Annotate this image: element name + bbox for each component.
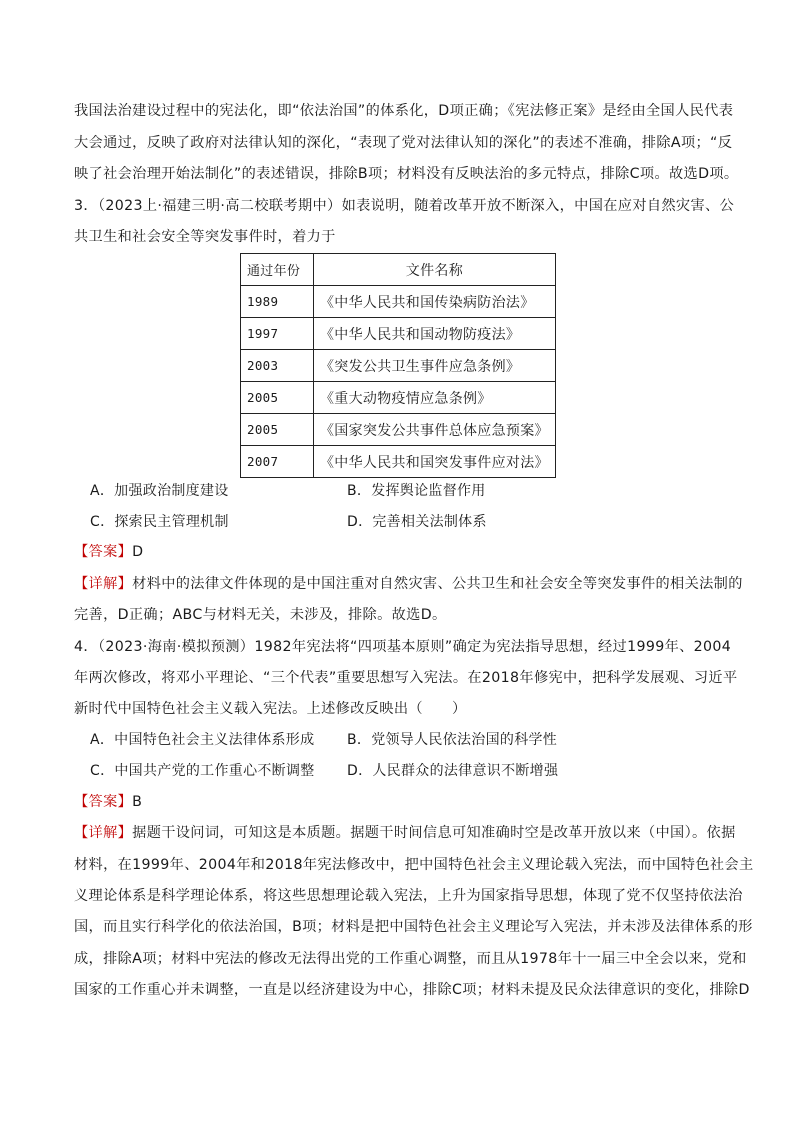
q4-stem-line-1: 4．（2023·海南·模拟预测）1982年宪法将“四项基本原则”确定为宪法指导思想，经过1999年、2004 — [74, 639, 732, 655]
answer-label: 【答案】 — [74, 794, 133, 810]
table-header-name: 文件名称 — [314, 254, 556, 286]
q3-detail-line-2: 完善，D正确；ABC与材料无关，未涉及，排除。故选D。 — [74, 607, 447, 623]
table-cell-name: 《中华人民共和国动物防疫法》 — [314, 318, 556, 350]
table-cell-year: 2007 — [241, 446, 314, 478]
table-cell-name: 《国家突发公共事件总体应急预案》 — [314, 414, 556, 446]
table-cell-name: 《重大动物疫情应急条例》 — [314, 382, 556, 414]
q4-stem-line-3: 新时代中国特色社会主义载入宪法。上述修改反映出（ ） — [74, 701, 467, 717]
table-cell-year: 2003 — [241, 350, 314, 382]
table-cell-year: 1989 — [241, 286, 314, 318]
intro-line-1: 我国法治建设过程中的宪法化，即“依法治国”的体系化，D项正确；《宪法修正案》是经由全国人民代表 — [74, 103, 734, 119]
q4-detail-line-3: 义理论体系是科学理论体系，将这些思想理论载入宪法，上升为国家指导思想，体现了党不仅坚持依法治 — [74, 888, 743, 904]
table-cell-name: 《中华人民共和国传染病防治法》 — [314, 286, 556, 318]
answer-label: 【答案】 — [74, 544, 133, 560]
q3-option-a: A．加强政治制度建设 — [90, 483, 229, 499]
q3-answer — [74, 542, 734, 562]
q4-detail-line-1 — [74, 823, 734, 843]
q4-answer — [74, 792, 734, 812]
detail-text: 材料中的法律文件体现的是中国注重对自然灾害、公共卫生和社会安全等突发事件的相关法制的 — [132, 576, 743, 592]
table-cell-name: 《中华人民共和国突发事件应对法》 — [314, 446, 556, 478]
detail-text: 据题干设问词，可知这是本质题。据题干时间信息可知准确时空是改革开放以来（中国）。依据 — [132, 825, 736, 841]
detail-label: 【详解】 — [74, 825, 133, 841]
table-header-row — [241, 254, 556, 286]
q3-option-c: C．探索民主管理机制 — [90, 514, 229, 530]
table-row — [241, 286, 556, 318]
q3-detail-line-1 — [74, 574, 743, 594]
q4-detail-line-2: 材料，在1999年、2004年和2018年宪法修改中，把中国特色社会主义理论载入宪法，而中国特色社会主 — [74, 857, 754, 873]
q4-option-d: D．人民群众的法律意识不断增强 — [347, 763, 559, 779]
detail-label: 【详解】 — [74, 576, 133, 592]
table-row — [241, 318, 556, 350]
q3-option-d: D．完善相关法制体系 — [347, 514, 487, 530]
table-row — [241, 382, 556, 414]
q4-stem-line-2: 年两次修改，将邓小平理论、“三个代表”重要思想写入宪法。在2018年修宪中，把科学发展观、习近平 — [74, 670, 738, 686]
table-cell-year: 2005 — [241, 414, 314, 446]
table-row — [241, 414, 556, 446]
q3-stem-line-1: 3．（2023上·福建三明·高二校联考期中）如表说明，随着改革开放不断深入，中国在应对自然灾害、公 — [74, 198, 735, 214]
q4-option-a: A．中国特色社会主义法律体系形成 — [90, 732, 315, 748]
q4-option-b: B．党领导人民依法治国的科学性 — [347, 732, 558, 748]
table-row — [241, 350, 556, 382]
table-cell-year: 1997 — [241, 318, 314, 350]
table-cell-year: 2005 — [241, 382, 314, 414]
answer-value: D — [132, 544, 144, 560]
q3-stem-line-2: 共卫生和社会安全等突发事件时，着力于 — [74, 229, 336, 245]
q3-option-b: B．发挥舆论监督作用 — [347, 483, 486, 499]
intro-line-2: 大会通过，反映了政府对法律认知的深化，“表现了党对法律认知的深化”的表述不准确，排除A项；“反 — [74, 135, 733, 151]
q4-detail-line-4: 国，而且实行科学化的依法治国，B项；材料是把中国特色社会主义理论写入宪法，并未涉及法律体系的形 — [74, 919, 753, 935]
answer-value: B — [132, 794, 143, 810]
table-header-year: 通过年份 — [241, 254, 314, 286]
table-row — [241, 446, 556, 478]
q4-option-c: C．中国共产党的工作重心不断调整 — [90, 763, 315, 779]
q3-law-table — [240, 253, 556, 478]
q4-detail-line-5: 成，排除A项；材料中宪法的修改无法得出党的工作重心调整，而且从1978年十一届三中全会以来，党和 — [74, 951, 747, 967]
q4-detail-line-6: 国家的工作重心并未调整，一直是以经济建设为中心，排除C项；材料未提及民众法律意识的变化，排除D — [74, 982, 750, 998]
table-cell-name: 《突发公共卫生事件应急条例》 — [314, 350, 556, 382]
intro-line-3: 映了社会治理开始法制化”的表述错误，排除B项；材料没有反映法治的多元特点，排除C项。故选D项。 — [74, 166, 739, 182]
